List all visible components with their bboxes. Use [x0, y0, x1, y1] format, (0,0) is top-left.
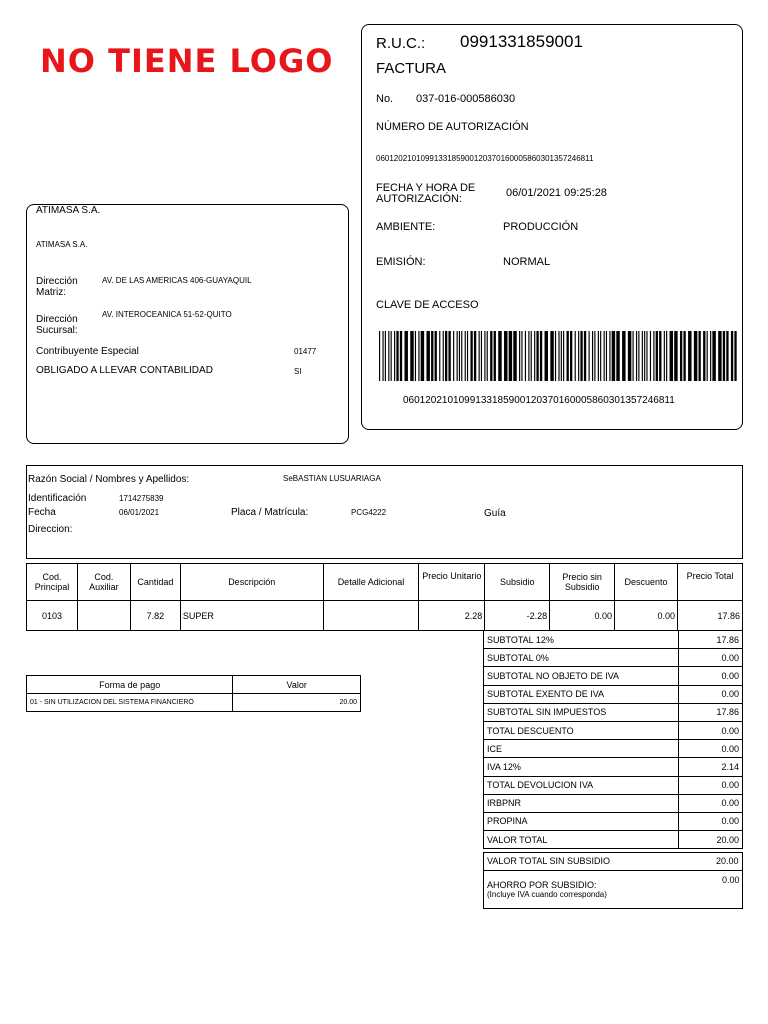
barcode-bar: [664, 331, 665, 381]
totals-row: [484, 831, 743, 849]
totals-row: [484, 649, 743, 667]
cliente-fecha-label: Fecha: [28, 507, 56, 518]
payment-header-forma: Forma de pago: [27, 676, 233, 694]
header-precio-sin-subsidio: Precio sin Subsidio: [550, 564, 615, 601]
barcode-bar: [410, 331, 413, 381]
totals-value: 0.00: [679, 667, 743, 685]
ambiente: PRODUCCIÓN: [503, 221, 579, 233]
row-detalle: [323, 601, 419, 631]
barcode-bar: [578, 331, 579, 381]
barcode-bar: [459, 331, 460, 381]
ahorro-value: 0.00: [722, 875, 740, 885]
barcode-bar: [391, 331, 392, 381]
barcode-bar: [567, 331, 569, 381]
header-precio-total: Precio Total: [678, 564, 743, 601]
barcode-bar: [534, 331, 535, 381]
header-detalle: Detalle Adicional: [323, 564, 419, 601]
cliente-razon: SeBASTIAN LUSUARIAGA: [283, 474, 381, 483]
ahorro-note: (Incluye IVA cuando corresponda): [487, 890, 607, 899]
barcode-bar: [388, 331, 389, 381]
barcode-bar: [734, 331, 736, 381]
barcode-bar: [521, 331, 522, 381]
barcode-bar: [580, 331, 582, 381]
guia-label: Guía: [484, 508, 506, 519]
barcode-bar: [600, 331, 601, 381]
totals-label: SUBTOTAL 0%: [484, 649, 679, 667]
totals-row: [484, 812, 743, 830]
barcode-bar: [723, 331, 725, 381]
totals-label: ICE: [484, 740, 679, 758]
barcode-bar: [443, 331, 444, 381]
barcode-bar: [467, 331, 468, 381]
row-subsidio: -2.28: [485, 601, 550, 631]
cliente-id: 1714275839: [119, 494, 164, 503]
barcode-bar: [707, 331, 708, 381]
barcode-bar: [563, 331, 564, 381]
clave-number: 0601202101099133185900120370160005860301357246811: [403, 395, 675, 406]
totals-value: 0.00: [679, 721, 743, 739]
invoice-no: 037-016-000586030: [416, 93, 516, 105]
barcode-bar: [683, 331, 685, 381]
cliente-id-label: Identificación: [28, 493, 87, 504]
contribuyente-label: Contribuyente Especial: [36, 346, 139, 357]
barcode-bar: [622, 331, 625, 381]
barcode-bar: [439, 331, 440, 381]
auth-date-label-1: FECHA Y HORA DE: [376, 182, 476, 194]
placa-label: Placa / Matrícula:: [231, 507, 309, 518]
barcode-bar: [457, 331, 458, 381]
barcode-bar: [513, 331, 516, 381]
barcode-bar: [650, 331, 651, 381]
barcode-bar: [448, 331, 450, 381]
totals-value: 20.00: [679, 831, 743, 849]
barcode-bar: [509, 331, 512, 381]
header-descuento: Descuento: [615, 564, 678, 601]
barcode-bar: [531, 331, 532, 381]
barcode-bar: [575, 331, 576, 381]
barcode-bar: [656, 331, 658, 381]
barcode-bar: [479, 331, 480, 381]
emision-label: EMISIÓN:: [376, 256, 426, 268]
header-precio-unitario: Precio Unitario: [419, 564, 485, 601]
barcode-bar: [680, 331, 682, 381]
totals-row: [484, 631, 743, 649]
totals-label: TOTAL DEVOLUCION IVA: [484, 776, 679, 794]
ambiente-label: AMBIENTE:: [376, 221, 436, 233]
items-table: [26, 563, 743, 631]
auth-date-label-2: AUTORIZACIÓN:: [376, 193, 462, 205]
barcode-bar: [712, 331, 715, 381]
barcode-bar: [638, 331, 639, 381]
barcode-bar: [426, 331, 429, 381]
barcode-bar: [396, 331, 398, 381]
totals-value: 0.00: [679, 812, 743, 830]
barcode-bar: [445, 331, 447, 381]
header-cantidad: Cantidad: [130, 564, 180, 601]
subsidio-divider: [483, 870, 743, 871]
row-precio-unitario: 2.28: [419, 601, 485, 631]
barcode-bar: [616, 331, 619, 381]
barcode-bar: [659, 331, 661, 381]
header-cod-auxiliar: Cod. Auxiliar: [77, 564, 130, 601]
barcode-bar: [604, 331, 605, 381]
ahorro-label: AHORRO POR SUBSIDIO:: [487, 880, 597, 890]
barcode-bar: [670, 331, 673, 381]
totals-row: [484, 794, 743, 812]
invoice-no-label: No.: [376, 93, 394, 105]
emision: NORMAL: [503, 256, 551, 268]
barcode-bar: [666, 331, 667, 381]
totals-label: VALOR TOTAL: [484, 831, 679, 849]
payment-header-row: [27, 676, 361, 694]
barcode-bar: [584, 331, 586, 381]
auth-date: 06/01/2021 09:25:28: [506, 187, 607, 199]
totals-value: 0.00: [679, 685, 743, 703]
barcode-bar: [474, 331, 476, 381]
barcode-bar: [415, 331, 416, 381]
barcode-bar: [703, 331, 705, 381]
barcode-bar: [642, 331, 643, 381]
barcode-bar: [594, 331, 595, 381]
barcode-bar: [431, 331, 433, 381]
barcode-bar: [726, 331, 728, 381]
dir-sucursal-label-1: Dirección: [36, 314, 78, 325]
barcode-bar: [418, 331, 419, 381]
totals-label: TOTAL DESCUENTO: [484, 721, 679, 739]
barcode-bar: [484, 331, 485, 381]
row-cod-principal: 0103: [27, 601, 78, 631]
barcode-bar: [589, 331, 590, 381]
barcode-bar: [653, 331, 654, 381]
dir-matriz-label-1: Dirección: [36, 276, 78, 287]
payment-header-valor: Valor: [233, 676, 361, 694]
barcode-bar: [525, 331, 526, 381]
barcode-bar: [688, 331, 691, 381]
row-precio-total: 17.86: [678, 601, 743, 631]
totals-row: [484, 685, 743, 703]
obligado-label: OBLIGADO A LLEVAR CONTABILIDAD: [36, 365, 213, 376]
ruc-value: 0991331859001: [460, 32, 583, 51]
totals-row: [484, 703, 743, 721]
barcode-bar: [470, 331, 472, 381]
placa-value: PCG4222: [351, 508, 387, 517]
clave-label: CLAVE DE ACCESO: [376, 299, 479, 311]
totals-row: [484, 667, 743, 685]
totals-value: 17.86: [679, 703, 743, 721]
barcode-bar: [646, 331, 647, 381]
barcode-bar: [400, 331, 402, 381]
payment-table: [26, 675, 361, 712]
totals-label: SUBTOTAL SIN IMPUESTOS: [484, 703, 679, 721]
totals-label: IVA 12%: [484, 758, 679, 776]
totals-value: 2.14: [679, 758, 743, 776]
barcode: [379, 331, 739, 381]
totals-value: 0.00: [679, 794, 743, 812]
payment-valor: 20.00: [233, 694, 361, 712]
totals-label: SUBTOTAL 12%: [484, 631, 679, 649]
emisor-razon-social: ATIMASA S.A.: [36, 205, 101, 216]
barcode-bar: [731, 331, 733, 381]
barcode-bar: [481, 331, 482, 381]
auth-label: NÚMERO DE AUTORIZACIÓN: [376, 121, 529, 133]
barcode-bar: [504, 331, 507, 381]
barcode-bar: [628, 331, 631, 381]
barcode-bar: [498, 331, 501, 381]
barcode-bar: [592, 331, 593, 381]
totals-value: 17.86: [679, 631, 743, 649]
barcode-bar: [558, 331, 559, 381]
header-subsidio: Subsidio: [485, 564, 550, 601]
barcode-bar: [698, 331, 700, 381]
barcode-bar: [644, 331, 645, 381]
row-descuento: 0.00: [615, 601, 678, 631]
barcode-bar: [465, 331, 466, 381]
barcode-bar: [379, 331, 380, 381]
row-precio-sin-subsidio: 0.00: [550, 601, 615, 631]
obligado-value: SI: [294, 367, 302, 376]
barcode-bar: [609, 331, 610, 381]
barcode-bar: [636, 331, 637, 381]
dir-matriz: AV. DE LAS AMERICAS 406-GUAYAQUIL: [102, 276, 252, 285]
totals-value: 0.00: [679, 776, 743, 794]
doc-type: FACTURA: [376, 60, 447, 77]
barcode-bar: [490, 331, 492, 381]
totals-label: IRBPNR: [484, 794, 679, 812]
table-row: [27, 601, 743, 631]
contribuyente-value: 01477: [294, 347, 317, 356]
totals-row: [484, 721, 743, 739]
barcode-bar: [453, 331, 454, 381]
totals-label: PROPINA: [484, 812, 679, 830]
totals-label: SUBTOTAL NO OBJETO DE IVA: [484, 667, 679, 685]
barcode-bar: [435, 331, 437, 381]
barcode-bar: [540, 331, 542, 381]
barcode-bar: [385, 331, 386, 381]
barcode-bar: [550, 331, 553, 381]
barcode-bar: [519, 331, 520, 381]
cliente-fecha: 06/01/2021: [119, 508, 160, 517]
barcode-bar: [598, 331, 599, 381]
barcode-bar: [421, 331, 424, 381]
ruc-label: R.U.C.:: [376, 35, 426, 52]
logo-placeholder: NO TIENE LOGO: [40, 42, 334, 80]
totals-row: [484, 758, 743, 776]
barcode-bar: [382, 331, 383, 381]
sin-subsidio-value: 20.00: [716, 856, 739, 866]
barcode-bar: [570, 331, 572, 381]
dir-sucursal-label-2: Sucursal:: [36, 325, 78, 336]
barcode-bar: [394, 331, 395, 381]
items-header-row: [27, 564, 743, 601]
barcode-bar: [555, 331, 556, 381]
barcode-bar: [528, 331, 529, 381]
barcode-bar: [718, 331, 721, 381]
dir-sucursal: AV. INTEROCEANICA 51-52-QUITO: [102, 310, 232, 319]
barcode-bar: [404, 331, 407, 381]
totals-row: [484, 740, 743, 758]
barcode-bar: [561, 331, 562, 381]
totals-value: 0.00: [679, 649, 743, 667]
header-descripcion: Descripción: [180, 564, 323, 601]
header-cod-principal: Cod. Principal: [27, 564, 78, 601]
sin-subsidio-label: VALOR TOTAL SIN SUBSIDIO: [487, 856, 611, 866]
barcode-bar: [612, 331, 615, 381]
row-descripcion: SUPER: [180, 601, 323, 631]
cliente-razon-label: Razón Social / Nombres y Apellidos:: [28, 474, 190, 485]
row-cod-auxiliar: [77, 601, 130, 631]
barcode-bar: [536, 331, 538, 381]
row-cantidad: 7.82: [130, 601, 180, 631]
totals-row: [484, 776, 743, 794]
barcode-bar: [633, 331, 634, 381]
dir-matriz-label-2: Matriz:: [36, 287, 66, 298]
barcode-bar: [674, 331, 677, 381]
totals-value: 0.00: [679, 740, 743, 758]
barcode-bar: [710, 331, 711, 381]
barcode-bar: [694, 331, 697, 381]
barcode-bar: [461, 331, 462, 381]
barcode-bar: [545, 331, 548, 381]
payment-row: [27, 694, 361, 712]
payment-forma: 01 - SIN UTILIZACION DEL SISTEMA FINANCIERO: [27, 694, 233, 712]
totals-label: SUBTOTAL EXENTO DE IVA: [484, 685, 679, 703]
barcode-bar: [606, 331, 607, 381]
barcode-bar: [494, 331, 496, 381]
auth-number: 0601202101099133185900120370160005860301357246811: [376, 154, 594, 163]
direccion-label: Direccion:: [28, 524, 73, 535]
totals-table: [483, 630, 743, 849]
barcode-bar: [487, 331, 488, 381]
emisor-nombre-comercial: ATIMASA S.A.: [36, 240, 88, 249]
